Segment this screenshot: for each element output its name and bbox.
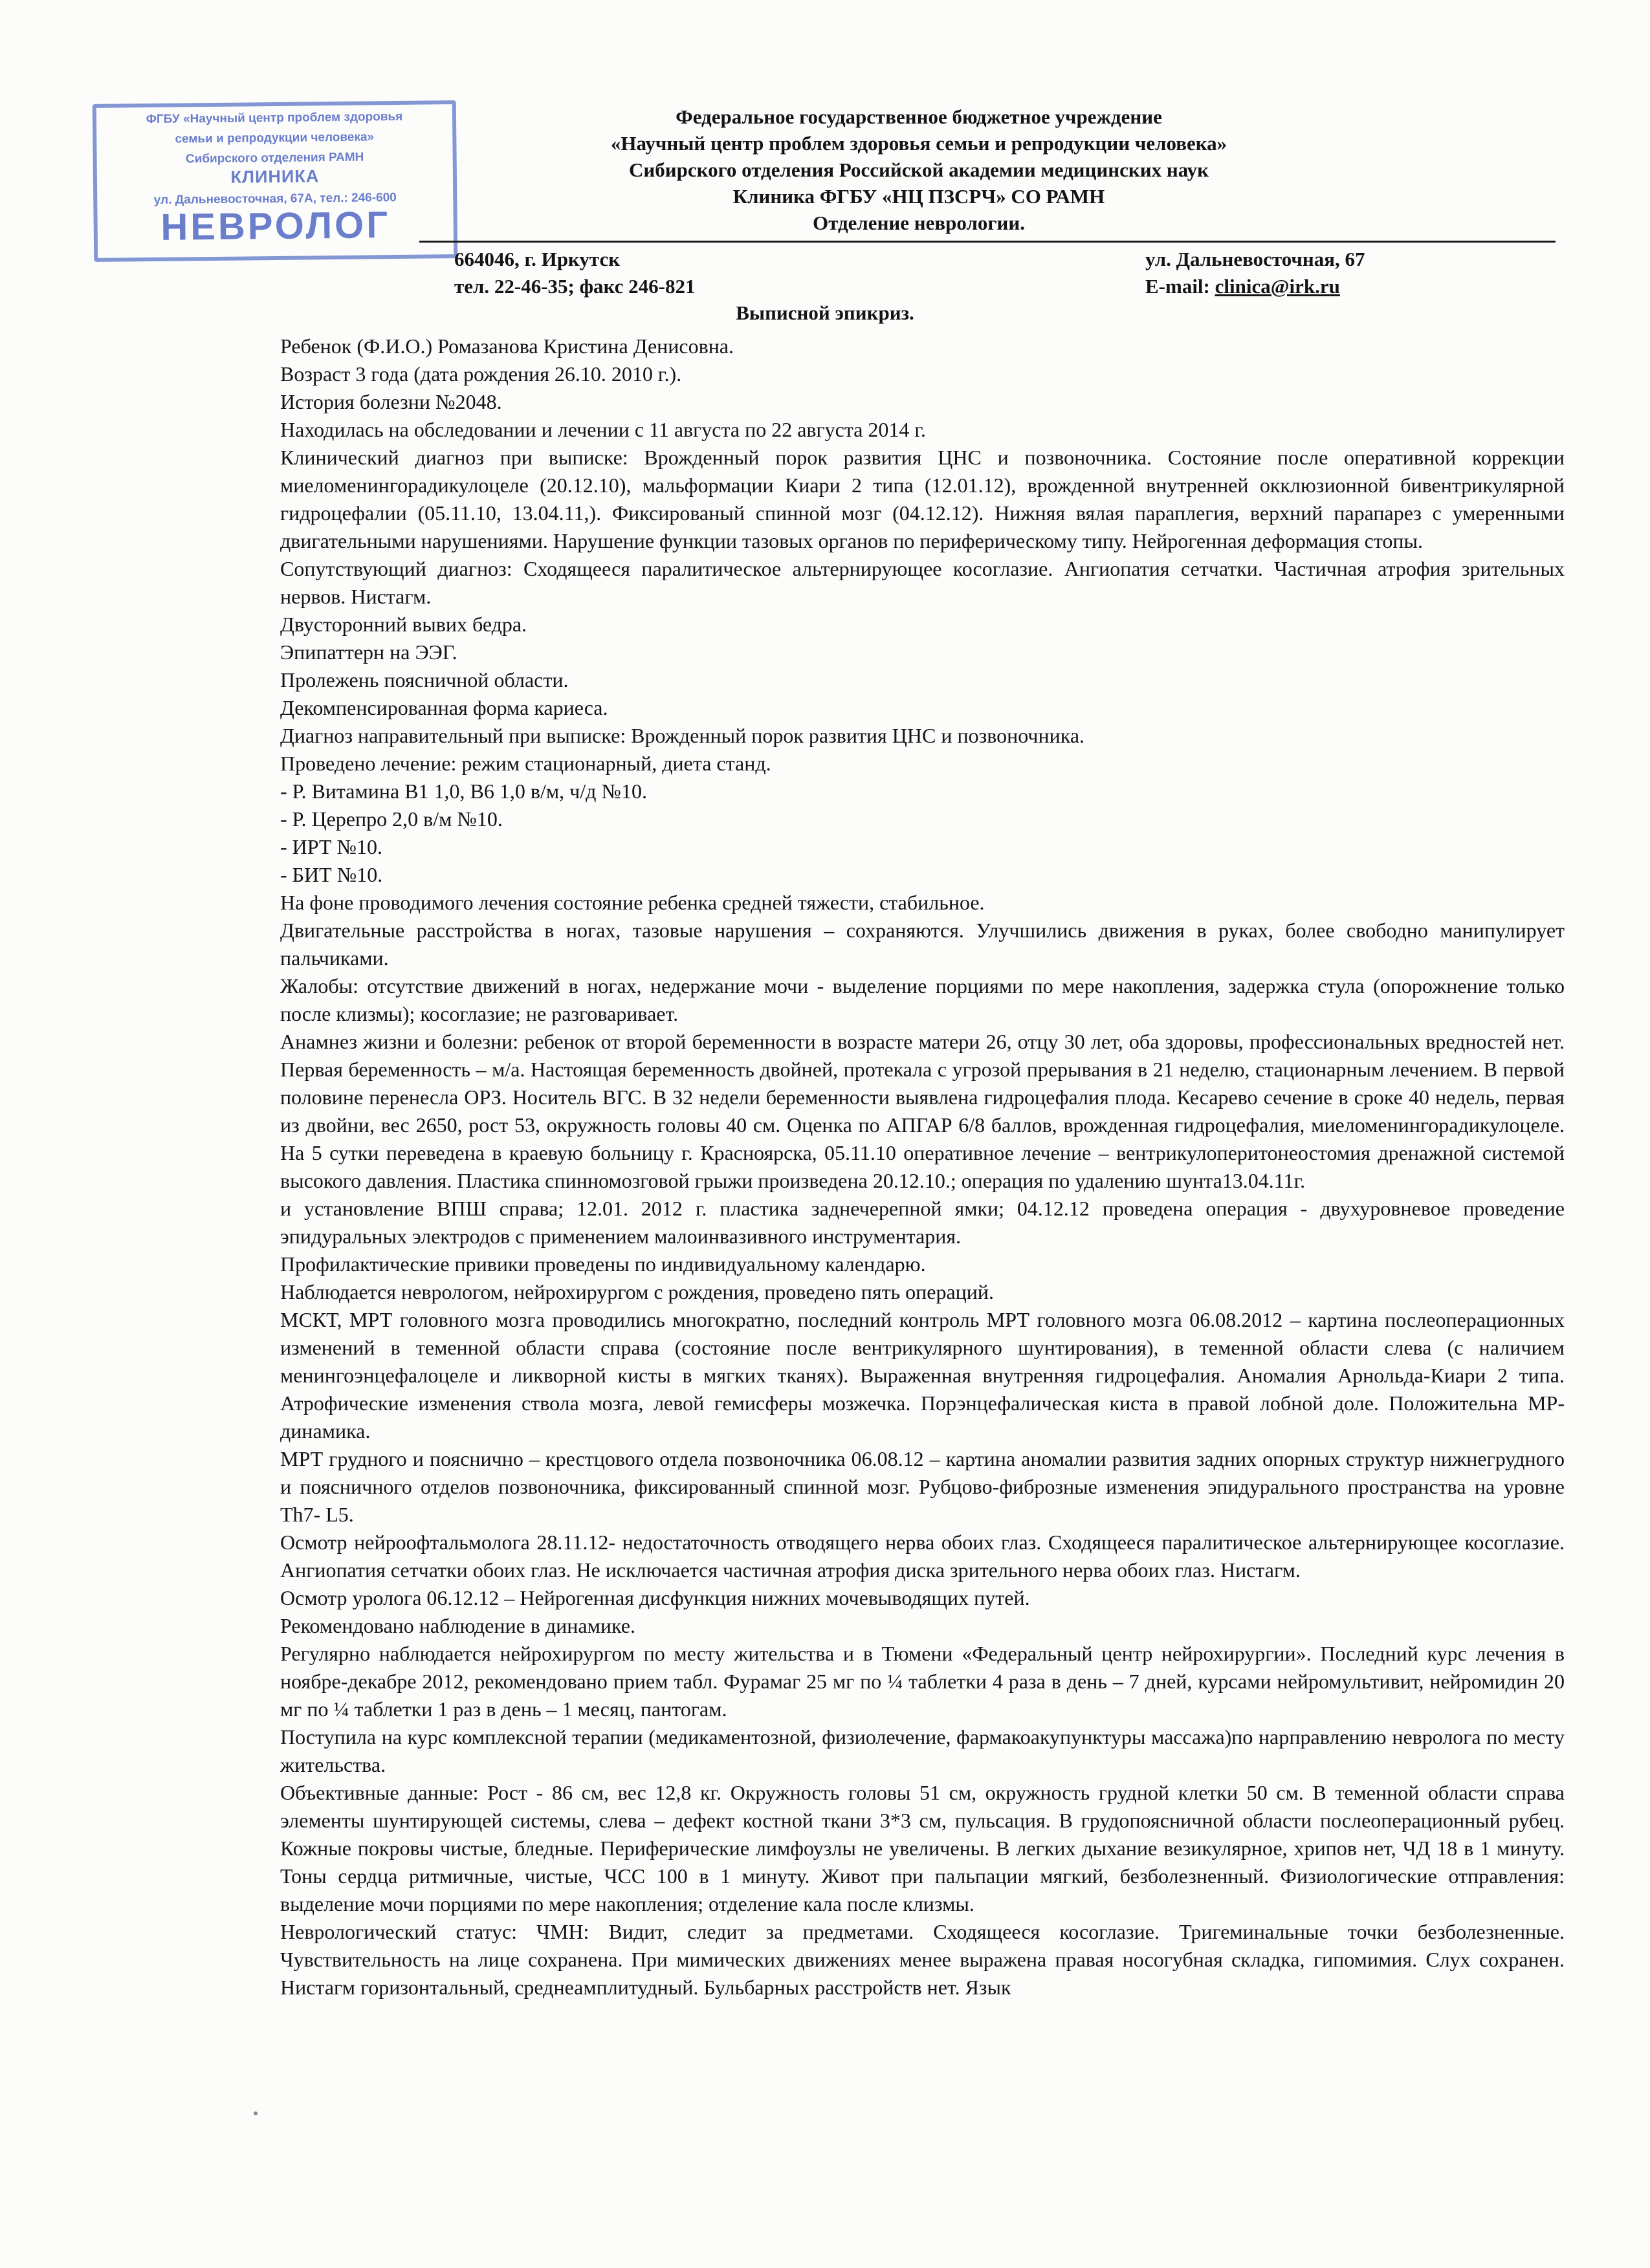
paragraph: Находилась на обследовании и лечении с 11 августа по 22 августа 2014 г. (280, 418, 926, 441)
address-left (454, 246, 695, 300)
paragraph: Поступила на курс комплексной терапии (медикаментозной, физиолечение, фармакоакупунктуры массажа)по нарправлению невролога по месту жительства. (280, 1725, 1565, 1776)
stamp-neurologist: НЕВРОЛОГ (160, 204, 391, 248)
paragraph: - Р. Витамина В1 1,0, В6 1,0 в/м, ч/д №10. (280, 780, 647, 803)
paragraph: Профилактические привики проведены по индивидуальному календарю. (280, 1252, 926, 1276)
header-divider (419, 241, 1556, 243)
email-label: E-mail: (1145, 275, 1215, 298)
header-line: Клиника ФГБУ «НЦ ПЗСРЧ» СО РАМН (732, 185, 1105, 208)
stamp-address: ул. Дальневосточная, 67А, тел.: 246-600 (153, 191, 397, 207)
stamp-line: Сибирского отделения РАМН (185, 150, 364, 166)
paragraph: МРТ грудного и пояснично – крестцового отдела позвоночника 06.08.12 – картина аномалии развития задних опорных структур нижнегрудного и поясничного отделов позвоночника, фиксированный спинной мозг. Рубцово-фиброзные изменения эпидурального пространства на уровне Th7- L5. (280, 1447, 1565, 1526)
paragraph: Наблюдается неврологом, нейрохирургом с рождения, проведено пять операций. (280, 1280, 995, 1303)
scan-speck (254, 2111, 258, 2115)
paragraph: Декомпенсированная форма кариеса. (280, 696, 608, 719)
paragraph: Рекомендовано наблюдение в динамике. (280, 1614, 635, 1637)
street: ул. Дальневосточная, 67 (1145, 248, 1365, 270)
email-link[interactable]: clinica@irk.ru (1215, 275, 1340, 298)
paragraph: Двусторонний вывих бедра. (280, 613, 527, 636)
paragraph: Возраст 3 года (дата рождения 26.10. 2010 г.). (280, 362, 682, 386)
paragraph: Осмотр уролога 06.12.12 – Нейрогенная дисфункция нижних мочевыводящих путей. (280, 1586, 1030, 1609)
paragraph: Двигательные расстройства в ногах, тазовые нарушения – сохраняются. Улучшились движения в руках, более свободно манипулирует пальчиками. (280, 919, 1565, 970)
phone: тел. 22-46-35; факс 246-821 (454, 275, 696, 298)
paragraph: МСКТ, МРТ головного мозга проводились многократно, последний контроль МРТ головного мозга 06.08.2012 – картина послеоперационных изменений в теменной области справа (состояние после вентрикулярного шунтирования), в теменной области слева (с наличием менингоэнцефалоцеле и ликворной кисты в мягких тканях). Выраженная внутренняя гидроцефалия. Аномалия Арнольда-Киари 2 типа. Атрофические изменения ствола мозга, левой гемисферы мозжечка. Порэнцефалическая киста в правой лобной доле. Положительна МР-динамика. (280, 1308, 1565, 1443)
paragraph: - ИРТ №10. (280, 835, 383, 858)
paragraph: Диагноз направительный при выписке: Врожденный порок развития ЦНС и позвоночника. (280, 724, 1085, 747)
paragraph: Ребенок (Ф.И.О.) Ромазанова Кристина Денисовна. (280, 334, 734, 358)
stamp-line: семьи и репродукции человека» (175, 130, 375, 146)
paragraph: Осмотр нейроофтальмолога 28.11.12- недостаточность отводящего нерва обоих глаз. Сходящееся паралитическое альтернирующее косоглазие. Ангиопатия сетчатки обоих глаз. Не исключается частичная атрофия диска зрительного нерва обоих глаз. Нистагм. (280, 1531, 1565, 1582)
paragraph: Регулярно наблюдается нейрохирургом по месту жительства и в Тюмени «Федеральный центр нейрохирургии». Последний курс лечения в ноябре-декабре 2012, рекомендовано прием табл. Фурамаг 25 мг по ¼ таблетки 4 раза в день – 7 дней, курсами нейромультивит, нейромидин 20 мг по ¼ таблетки 1 раз в день – 1 месяц, пантогам. (280, 1642, 1565, 1721)
header-line: Сибирского отделения Российской академии медицинских наук (629, 158, 1209, 181)
document-title: Выписной эпикриз. (736, 301, 914, 324)
stamp-line: ФГБУ «Научный центр проблем здоровья (146, 109, 403, 127)
document-body (280, 333, 1565, 2001)
city: 664046, г. Иркутск (454, 248, 621, 270)
paragraph: - Р. Церепро 2,0 в/м №10. (280, 807, 503, 831)
paragraph: - БИТ №10. (280, 863, 383, 886)
address-right (1145, 246, 1365, 300)
paragraph: История болезни №2048. (280, 390, 502, 413)
letterhead (362, 104, 1475, 236)
stamp-clinic: КЛИНИКА (230, 166, 320, 187)
header-line: «Научный центр проблем здоровья семьи и репродукции человека» (610, 132, 1227, 155)
paragraph: Проведено лечение: режим стационарный, диета станд. (280, 752, 771, 775)
paragraph: и установление ВПШ справа; 12.01. 2012 г. пластика заднечерепной ямки; 04.12.12 проведена операция - двухуровневое проведение эпидуральных электродов с применением малоинвазивного инструментария. (280, 1197, 1565, 1248)
paragraph: Объективные данные: Рост - 86 см, вес 12,8 кг. Окружность головы 51 см, окружность грудной клетки 50 см. В теменной области справа элементы шунтирующей системы, слева – дефект костной ткани 3*3 см, пульсация. В грудопоясничной области послеоперационный рубец. Кожные покровы чистые, бледные. Периферические лимфоузлы не увеличены. В легких дыхание везикулярное, хрипов нет, ЧД 18 в 1 минуту. Тоны сердца ритмичные, чистые, ЧСС 100 в 1 минуту. Живот при пальпации мягкий, безболезненный. Физиологические отправления: выделение мочи порциями по мере накопления; отделение кала после клизмы. (280, 1781, 1565, 1915)
header-line: Федеральное государственное бюджетное учреждение (676, 105, 1162, 128)
header-line: Отделение неврологии. (813, 212, 1025, 234)
paragraph: Эпипаттерн на ЭЭГ. (280, 640, 457, 664)
paragraph: Анамнез жизни и болезни: ребенок от второй беременности в возрасте матери 26, отцу 30 лет, оба здоровы, профессиональных вредностей нет. Первая беременность – м/а. Настоящая беременность двойней, протекала с угрозой прерывания в 21 неделю, стационарным лечением. В первой половине перенесла ОРЗ. Носитель ВГС. В 32 недели беременности выявлена гидроцефалия плода. Кесарево сечение в сроке 40 недель, первая из двойни, вес 2650, рост 53, окружность головы 40 см. Оценка по АПГАР 6/8 баллов, врожденная гидроцефалия, миеломенингорадикулоцеле. На 5 сутки переведена в краевую больницу г. Красноярска, 05.11.10 оперативное лечение – вентрикулоперитонеостомия дренажной системой высокого давления. Пластика спинномозговой грыжи произведена 20.12.10.; операция по удалению шунта13.04.11г. (280, 1030, 1565, 1192)
paragraph: Жалобы: отсутствие движений в ногах, недержание мочи - выделение порциями по мере накопления, задержка стула (опорожнение только после клизмы); косоглазие; не разговаривает. (280, 974, 1565, 1025)
paragraph: На фоне проводимого лечения состояние ребенка средней тяжести, стабильное. (280, 891, 985, 914)
paragraph: Сопутствующий диагноз: Сходящееся паралитическое альтернирующее косоглазие. Ангиопатия сетчатки. Частичная атрофия зрительных нервов. Нистагм. (280, 557, 1565, 608)
paragraph: Неврологический статус: ЧМН: Видит, следит за предметами. Сходящееся косоглазие. Тригеминальные точки безболезненные. Чувствительность на лице сохранена. При мимических движениях менее выражена правая носогубная складка, гипомимия. Слух сохранен. Нистагм горизонтальный, среднеамплитудный. Бульбарных расстройств нет. Язык (280, 1920, 1565, 1999)
email-line (1145, 273, 1365, 300)
paragraph: Пролежень поясничной области. (280, 668, 569, 692)
paragraph: Клинический диагноз при выписке: Врожденный порок развития ЦНС и позвоночника. Состояние после оперативной коррекции миеломенингорадикулоцеле (20.12.10), мальформации Киари 2 типа (12.01.12), врожденной внутренней окклюзионной бивентрикулярной гидроцефалии (05.11.10, 13.04.11,). Фиксированый спинной мозг (04.12.12). Нижняя вялая параплегия, верхний парапарез с умеренными двигательными нарушениями. Нарушение функции тазовых органов по периферическому типу. Нейрогенная деформация стопы. (280, 446, 1565, 552)
